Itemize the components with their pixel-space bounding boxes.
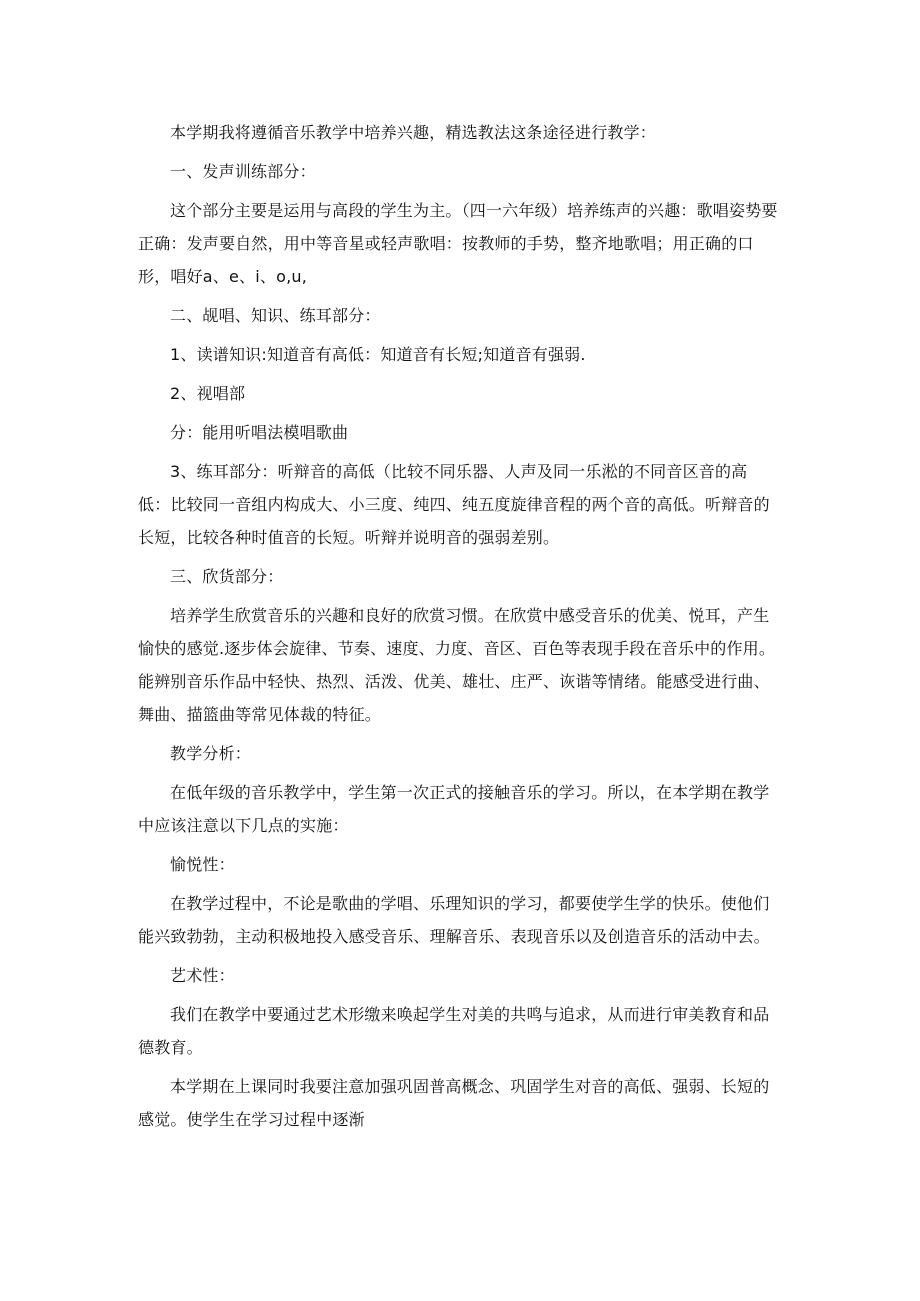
heading-sight-singing: 二、觇唱、知识、练耳部分： bbox=[170, 306, 381, 325]
paragraph-artistry: 我们在教学中要通过艺术形缴来唤起学生对美的共鸣与追求，从而进行审美教育和品德教育。 bbox=[138, 1005, 770, 1057]
heading-artistry: 艺术性： bbox=[170, 966, 235, 985]
paragraph-pleasure: 在教学过程中，不论是歌曲的学唱、乐理知识的学习，都要使学生学的快乐。使他们能兴致勃勃，主动积极地投入感受音乐、理解音乐、表现音乐以及创造音乐的活动中去。 bbox=[138, 894, 770, 946]
heading-appreciation: 三、欣货部分： bbox=[170, 567, 284, 586]
paragraph-vocal-training: 这个部分主要是运用与高段的学生为主。（四一六年级）培养练声的兴趣：歌唱姿势要正确：发声要自然，用中等音星或轻声歌唱：按教师的手势，整齐地歌唱；用正确的口形，唱好a、e、i、o,u, bbox=[138, 201, 778, 286]
paragraph-this-semester: 本学期在上课同时我要注意加强巩固普高概念、巩固学生对音的高低、强弱、长短的感觉。使学生在学习过程中逐渐 bbox=[138, 1077, 770, 1129]
paragraph-intro: 本学期我将遵循音乐教学中培养兴趣，精选教法这条途径进行教学： bbox=[170, 123, 657, 142]
paragraph-appreciation: 培养学生欣赏音乐的兴趣和良好的欣赏习惯。在欣赏中感受音乐的优美、悦耳，产生愉快的感觉.逐步体会旋律、节奏、速度、力度、音区、百色等表现手段在音乐中的作用。能辨别音乐作品中轻快、热烈、活泼、优美、雄壮、庄严、诙谐等情绪。能感受进行曲、舞曲、描篮曲等常见体裁的特征。 bbox=[138, 606, 776, 724]
paragraph-ear-training: 3、练耳部分：听辩音的高低（比较不同乐器、人声及同一乐淞的不同音区音的高低：比较同一音组内构成大、小三度、纯四、纯五度旋律音程的两个音的高低。听辩音的长短，比较各种时值音的长短。听辩并说明音的强弱差别。 bbox=[138, 462, 770, 547]
heading-vocal-training: 一、发声训练部分： bbox=[170, 162, 316, 181]
paragraph-sight-singing-cont: 分：能用听唱法模唱歌曲 bbox=[170, 423, 349, 442]
document-body bbox=[138, 116, 778, 1136]
heading-pleasure: 愉悦性： bbox=[170, 855, 235, 874]
paragraph-teaching-analysis: 在低年级的音乐教学中，学生第一次正式的接触音乐的学习。所以，在本学期在教学中应该注意以下几点的实施： bbox=[138, 783, 770, 835]
paragraph-sight-singing-part: 2、视唱部 bbox=[170, 384, 246, 403]
paragraph-score-knowledge: 1、读谱知识:知道音有高低：知道音有长短;知道音有强弱. bbox=[170, 345, 586, 364]
heading-teaching-analysis: 教学分析： bbox=[170, 744, 252, 763]
